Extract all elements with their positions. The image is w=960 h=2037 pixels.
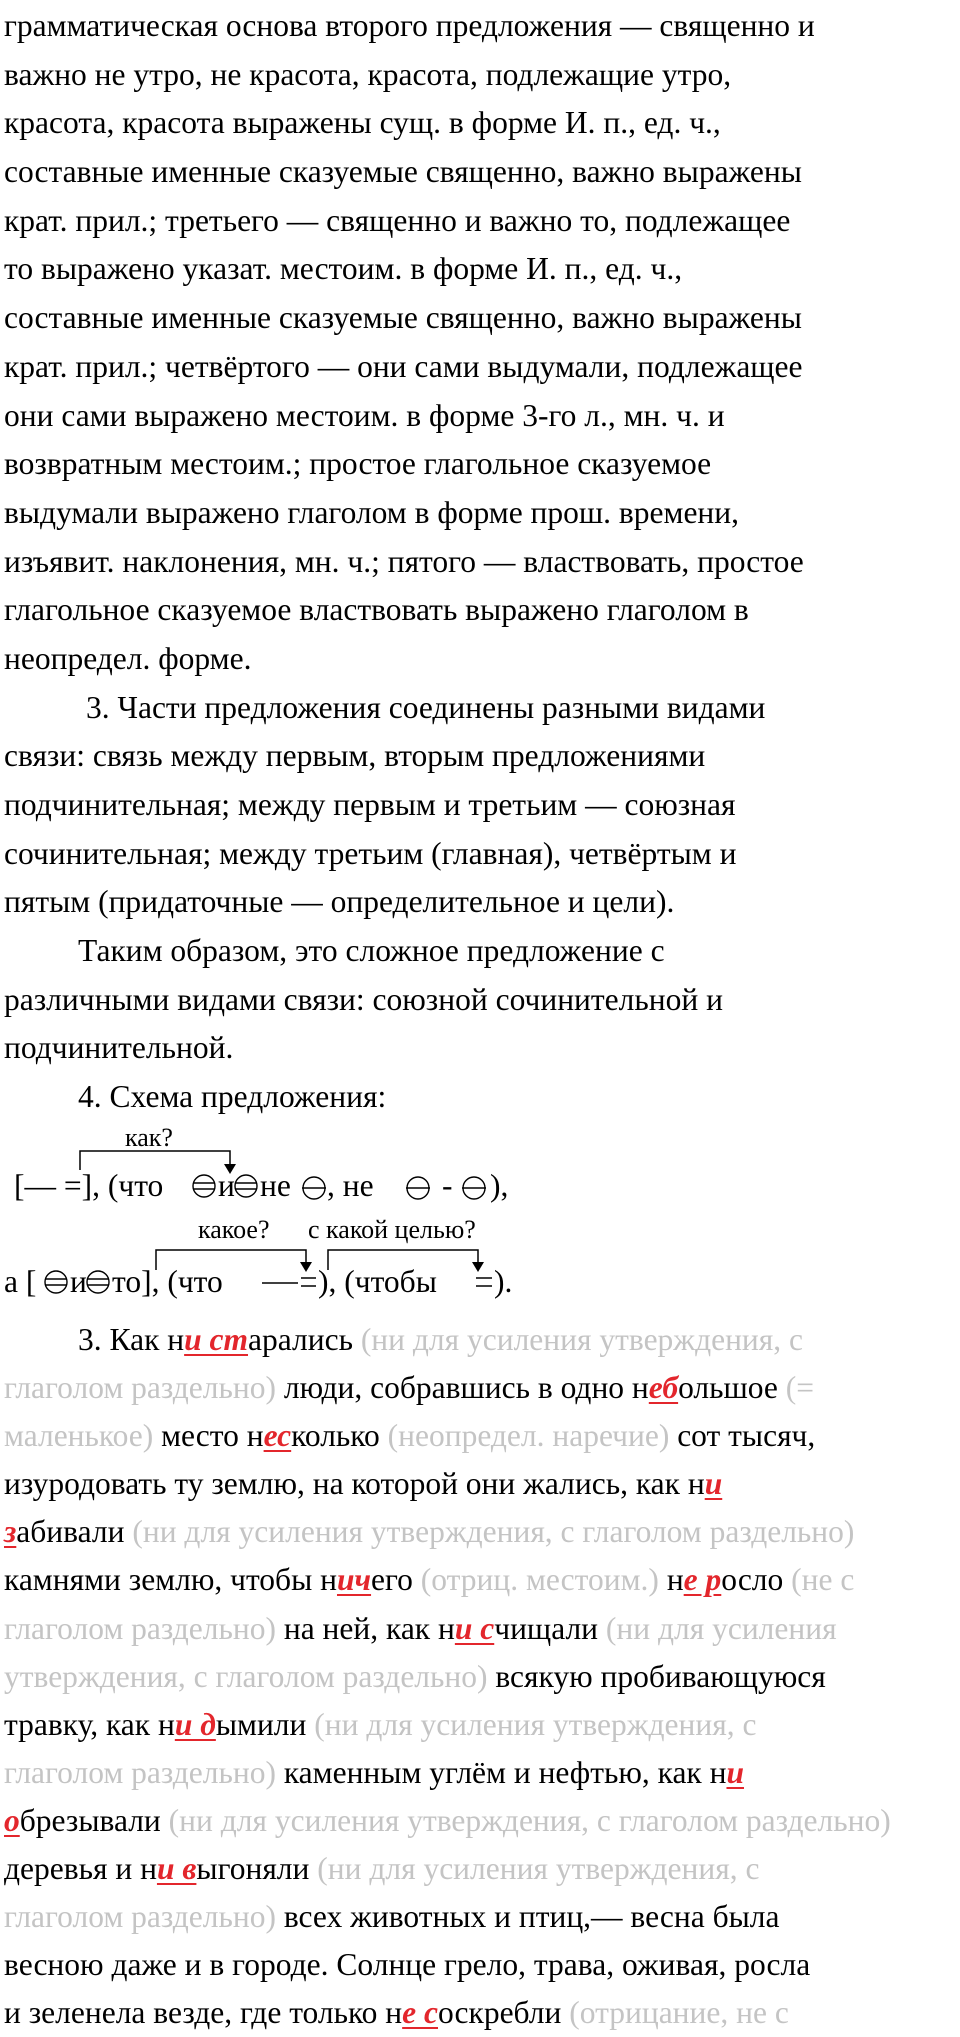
text-line: неопредел. форме. <box>4 640 252 676</box>
scheme-part: и <box>218 1168 235 1203</box>
exercise-text <box>4 1316 960 2037</box>
text-line: и зеленела везде, где только не соскребли (отрицание, не с <box>4 1995 789 2031</box>
comment: глаголом раздельно) <box>4 1370 276 1406</box>
text-line: связи: связь между первым, вторым предложениями <box>4 738 706 774</box>
highlight: е с <box>402 1995 438 2031</box>
predicate-circle <box>406 1177 430 1199</box>
highlight: ес <box>263 1418 292 1454</box>
comment: (ни для усиления утверждения, с <box>314 1706 757 1742</box>
text-line: крат. прил.; третьего — священно и важно то, подлежащее <box>4 202 791 238</box>
highlight: и <box>704 1466 723 1502</box>
text-line: подчинительной. <box>4 1030 234 1066</box>
text-line: составные именные сказуемые священно, важно выражены <box>4 154 802 190</box>
text-line: глаголом раздельно) люди, собравшись в одно небольшое (= <box>4 1370 815 1406</box>
scheme-title: 4. Схема предложения: <box>78 1079 387 1115</box>
question-label: какое? <box>198 1215 270 1244</box>
comment: (ни для усиления <box>605 1610 837 1646</box>
highlight: и д <box>174 1706 216 1742</box>
question-label: как? <box>125 1123 173 1152</box>
text-line: 3. Как ни старались (ни для усиления утверждения, с <box>78 1322 804 1357</box>
text-line: возвратным местоим.; простое глагольное сказуемое <box>4 446 712 482</box>
comment: (не с <box>791 1562 855 1598</box>
comment: утверждения, с глаголом раздельно) <box>4 1658 488 1694</box>
highlight: и ст <box>184 1322 249 1357</box>
highlight: и с <box>454 1610 495 1646</box>
text-line: глаголом раздельно) каменным углём и нефтью, как ни <box>4 1754 744 1790</box>
highlight: ич <box>336 1562 372 1598</box>
subject-circle <box>45 1271 67 1293</box>
comment: (ни для усиления утверждения, с глаголом раздельно) <box>132 1514 855 1550</box>
predicate-circle <box>302 1177 326 1199</box>
scheme-part: ). <box>494 1264 513 1299</box>
text-line: сочинительная; между третьим (главная), четвёртым и <box>4 835 737 871</box>
text-line: глаголом раздельно) на ней, как ни счищали (ни для усиления <box>4 1610 837 1646</box>
comment: (отрицание, не с <box>569 1995 789 2031</box>
predicate-symbol <box>262 1278 316 1286</box>
scheme-part: , не <box>327 1168 374 1203</box>
text-line: весною даже и в городе. Солнце грело, трава, оживая, росла <box>4 1947 811 1983</box>
scheme-part: а [ <box>4 1264 37 1299</box>
text-line: они сами выражено местоим. в форме 3-го л., мн. ч. и <box>4 397 725 433</box>
highlight: и <box>726 1754 744 1790</box>
text-line: 3. Части предложения соединены разными видами <box>86 689 766 725</box>
comment: маленькое) <box>4 1418 154 1454</box>
text-line: изъявит. наклонения, мн. ч.; пятого — властвовать, простое <box>4 543 804 579</box>
subject-circle <box>235 1175 257 1197</box>
comment: (отриц. местоим.) <box>420 1562 659 1598</box>
text-line: глаголом раздельно) всех животных и птиц,— весна была <box>4 1899 780 1935</box>
text-line: крат. прил.; четвёртого — они сами выдумали, подлежащее <box>4 348 803 384</box>
text-line: различными видами связи: союзной сочинительной и <box>4 981 723 1017</box>
question-label: с какой целью? <box>308 1215 476 1244</box>
comment: (неопредел. наречие) <box>387 1418 670 1454</box>
comment: (ни для усиления утверждения, с <box>360 1322 804 1357</box>
text-line: Таким образом, это сложное предложение с <box>78 933 665 969</box>
analysis-text <box>4 2 960 1122</box>
highlight: з <box>4 1514 17 1550</box>
scheme-diagram <box>0 1090 960 1340</box>
text-line: красота, красота выражены сущ. в форме И. п., ед. ч., <box>4 105 721 141</box>
scheme-part: то], (что <box>112 1264 223 1299</box>
text-line: важно не утро, не красота, красота, подлежащие утро, <box>4 56 732 92</box>
text-line: глагольное сказуемое властвовать выражено глаголом в <box>4 592 749 628</box>
comment: глаголом раздельно) <box>4 1610 276 1646</box>
scheme-part: - <box>442 1168 453 1203</box>
scheme-part: ), <box>490 1168 509 1203</box>
highlight: и в <box>156 1851 197 1887</box>
text-line: деревья и ни выгоняли (ни для усиления утверждения, с <box>4 1851 760 1887</box>
comment: (ни для усиления утверждения, с <box>317 1851 760 1887</box>
subject-circle <box>193 1175 215 1197</box>
comment: глаголом раздельно) <box>4 1899 276 1935</box>
text-line: пятым (придаточные — определительное и цели). <box>4 884 675 920</box>
scheme-part: и <box>70 1264 87 1299</box>
arrow-head <box>472 1262 484 1272</box>
comment: (= <box>785 1370 815 1406</box>
scheme-part: не <box>260 1168 291 1203</box>
highlight: е р <box>683 1562 722 1598</box>
comment: глаголом раздельно) <box>4 1754 276 1790</box>
text-line: обрезывали (ни для усиления утверждения, с глаголом раздельно) <box>4 1802 891 1838</box>
comment: (ни для усиления утверждения, с глаголом раздельно) <box>168 1802 891 1838</box>
scheme-part: [— =], (что <box>14 1168 164 1203</box>
text-line: травку, как ни дымили (ни для усиления утверждения, с <box>4 1706 757 1742</box>
text-line: утверждения, с глаголом раздельно) всякую пробивающуюся <box>4 1658 826 1694</box>
text-line: составные именные сказуемые священно, важно выражены <box>4 300 802 336</box>
text-line: выдумали выражено глаголом в форме прош. времени, <box>4 494 740 530</box>
scheme-part: ), (чтобы <box>318 1264 437 1299</box>
text-line: забивали (ни для усиления утверждения, с глаголом раздельно) <box>4 1514 855 1550</box>
text-line: подчинительная; между первым и третьим — союзная <box>4 787 736 822</box>
text-line: камнями землю, чтобы ничего (отриц. местоим.) не росло (не с <box>4 1562 855 1598</box>
sentence-scheme <box>0 1090 960 1340</box>
highlight: о <box>4 1802 20 1838</box>
text-line: грамматическая основа второго предложения — священно и <box>4 8 815 43</box>
text-line: то выражено указат. местоим. в форме И. п., ед. ч., <box>4 251 683 287</box>
highlight: еб <box>648 1370 679 1406</box>
text-line: маленькое) место несколько (неопредел. наречие) сот тысяч, <box>4 1418 816 1454</box>
predicate-symbol <box>476 1278 492 1286</box>
subject-circle <box>87 1271 109 1293</box>
predicate-circle <box>462 1177 486 1199</box>
arrow-head <box>300 1262 312 1272</box>
text-line: изуродовать ту землю, на которой они жались, как ни <box>4 1466 723 1502</box>
